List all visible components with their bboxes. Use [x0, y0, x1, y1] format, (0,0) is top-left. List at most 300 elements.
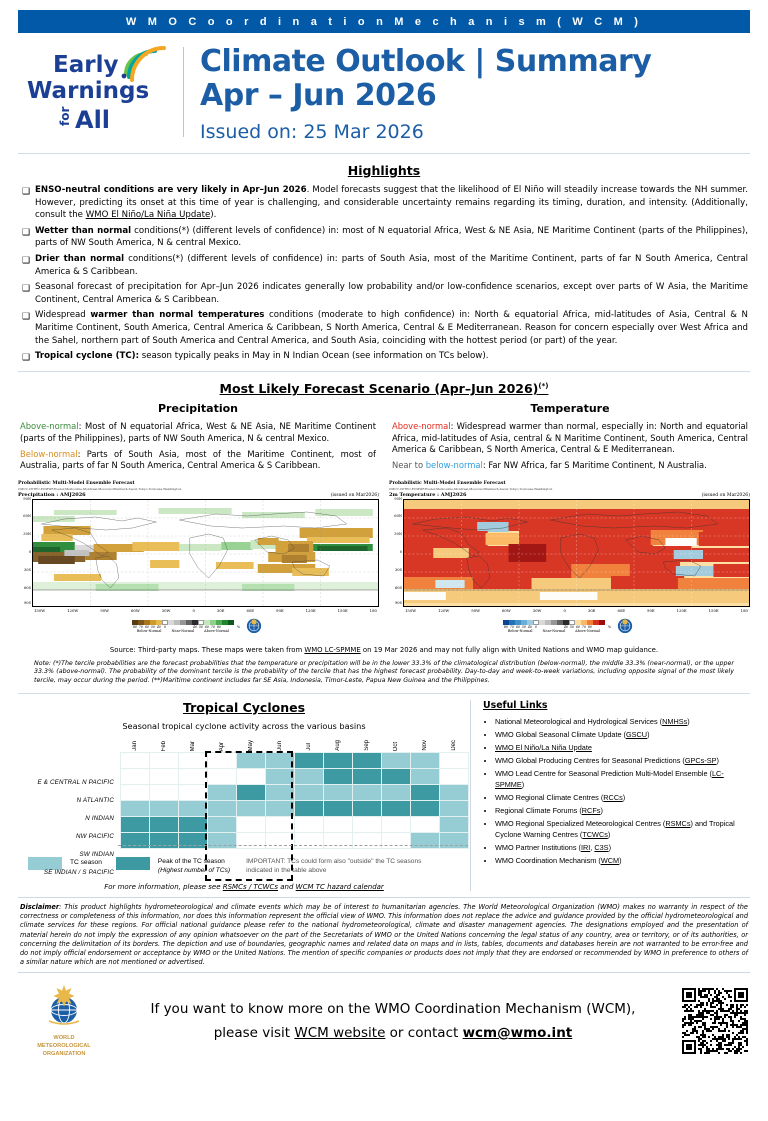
link-post: ) — [600, 806, 603, 816]
tc-cell — [150, 817, 179, 833]
list-item[interactable] — [495, 856, 750, 867]
temp-ylabel-1: 60N — [394, 513, 402, 518]
temp-xlabel-2: 90W — [471, 607, 481, 613]
tc-legend-peak-line2: (Highest number of TCs) — [157, 867, 231, 875]
precip-xlabel-10: 150E — [337, 607, 348, 613]
link-rsmcs[interactable]: RSMCs — [665, 819, 691, 829]
temperature-heading: Temperature — [530, 402, 610, 416]
tc-cell — [266, 769, 295, 785]
list-item[interactable] — [495, 843, 750, 854]
cb-name-near: Near-Normal — [542, 629, 566, 634]
temp-ylabel-4: 30S — [394, 567, 402, 572]
tc-cell — [353, 801, 382, 817]
disclaimer-top-rule — [18, 897, 750, 898]
tc-cell — [324, 833, 353, 849]
link-wcm-website[interactable]: WCM website — [294, 1024, 386, 1041]
link-post: ) — [521, 779, 525, 789]
tc-cell — [353, 769, 382, 785]
tc-cell — [179, 753, 208, 769]
tc-month-jan: Jan — [132, 741, 138, 752]
list-item[interactable] — [495, 793, 750, 804]
tc-cell — [208, 801, 237, 817]
tc-cell — [353, 817, 382, 833]
highlight-item-enso — [22, 184, 748, 222]
document-header — [0, 33, 768, 149]
cb-tick: 70 — [210, 625, 215, 630]
lower-section — [0, 694, 768, 892]
temp-ylabel-2: 30N — [394, 531, 402, 536]
tc-cell — [411, 785, 440, 801]
link-lc-spmme[interactable]: WMO LC-SPMME — [304, 645, 361, 654]
logo-text-for: for — [57, 106, 72, 126]
logo-rainbow-arc-icon — [121, 48, 163, 80]
footer-line2-mid: or contact — [385, 1024, 463, 1041]
link-post: ) — [687, 716, 690, 726]
highlight-lead: Wetter than normal — [35, 225, 132, 236]
tercile-footnote: Note: (*)The tercile probabilities are the forecast probabilities that the temperature or precipitation will be in the lower 33.3% of the climatological distribution (below-normal), the middle 33.3% (near-normal), or the upper 33.3% (above-normal). The probability of the dominant tercile is the probability of the tercile that has the highest forecast probability. Day-to-day and week-to-week variations, including opposite signal of the most likely tercile, may occur during the period. (**)Maritime continent includes far SE Asia, Indonesia, Timor-Leste, Papua New Guinea and the Philippines. — [34, 659, 734, 684]
page-title-line2: Apr – Jun 2026 — [200, 78, 437, 113]
forecast-scenario-title: Most Likely Forecast Scenario (Apr–Jun 2026) — [219, 381, 539, 397]
tc-row-label-2: N INDIAN — [85, 814, 114, 822]
temp-below-normal — [392, 460, 748, 471]
cb-tick: 80 — [587, 625, 592, 630]
tc-cell — [179, 801, 208, 817]
link-post2: ) — [608, 843, 611, 853]
link-text: WMO Regional Specialized Meteorological Centres ( — [495, 819, 666, 829]
highlight-item-tc — [22, 350, 748, 364]
temp-ylabel-0: 90N — [394, 496, 402, 501]
ew4all-logo — [18, 41, 183, 143]
list-item[interactable] — [495, 769, 750, 790]
tc-cell — [121, 753, 150, 769]
cb-tick: 40 — [563, 625, 568, 630]
disclaimer-text — [20, 903, 748, 967]
link-gscu[interactable]: GSCU — [626, 729, 648, 739]
cb-tick: 60 — [204, 625, 209, 630]
forecast-columns — [0, 402, 768, 477]
tc-cell — [121, 833, 150, 849]
tc-cell — [237, 769, 266, 785]
tc-more-pre: For more information, please see — [104, 883, 223, 892]
precip-ylabel-4: 30S — [23, 567, 31, 572]
tc-cell — [440, 769, 469, 785]
precip-xlabel-1: 120W — [67, 607, 79, 613]
tc-cell — [411, 769, 440, 785]
cb-tick: 40 — [192, 625, 197, 630]
document-footer — [0, 973, 768, 1058]
forecast-maps — [0, 477, 768, 638]
precip-map-title: Precipitation : AMJ2026 — [18, 491, 86, 498]
link-post: ) — [619, 856, 622, 866]
highlight-text — [35, 309, 748, 347]
useful-links-list — [483, 717, 750, 867]
tc-row-label-3: NW PACIFIC — [76, 832, 114, 840]
link-text: WMO Coordination Mechanism ( — [495, 856, 601, 866]
precip-ylabel-6: 90S — [23, 600, 31, 605]
footer-line1: If you want to know more on the WMO Coordination Mechanism (WCM), — [150, 1000, 636, 1017]
precip-xlabel-7: 60E — [246, 607, 255, 613]
cb-name-above: Above-Normal — [204, 629, 229, 634]
tc-row-label-4: SW INDIAN — [79, 850, 114, 858]
maps-source-note — [20, 646, 748, 654]
tc-cell — [237, 801, 266, 817]
highlight-rest: conditions (moderate to high confidence) in: North & equatorial Africa, mid-latitudes of Asia, Central & N Maritime Continent, South America, Central America & Caribbean, S North America, Central & E Mediterranean. Reason for concern especially over West Africa and the Sahel, northern part of South America and Central America, and South Asia, coinciding with the hottest period (or part) of the year. — [35, 310, 748, 346]
tc-month-jun: Jun — [277, 741, 283, 752]
cb-tick: 0 — [163, 625, 166, 630]
cb-tick: 40 — [527, 625, 532, 630]
list-item[interactable] — [495, 743, 750, 754]
tc-cell — [179, 769, 208, 785]
tc-cell — [411, 801, 440, 817]
link-post: ) and Tropical Cyclone Warning Centres ( — [495, 819, 735, 840]
tc-cell — [440, 785, 469, 801]
precip-below-text: : Parts of South Asia, most of the Maritime Continent, most of Australia, parts of far N South America, Central America & S Caribbean. — [20, 448, 376, 471]
tc-month-sep: Sep — [364, 740, 370, 752]
tc-cell — [150, 785, 179, 801]
highlight-pre: Widespread — [35, 310, 91, 321]
precip-xlabel-6: 30E — [216, 607, 225, 613]
link-lc-spmme[interactable]: LC-SPMME — [495, 769, 724, 789]
precip-below-label: Below-normal — [20, 448, 78, 459]
tc-cell — [208, 833, 237, 849]
link-text: WMO Global Seasonal Climate Update ( — [495, 729, 626, 739]
temp-below-label: below-normal — [425, 460, 483, 471]
tc-legend-important-line2: indicated in the table above — [246, 867, 327, 875]
temp-ylabel-3: 0 — [399, 549, 402, 554]
highlight-rest: conditions(*) (different levels of confidence) in: parts of South Asia, most of the Maritime Continent, parts of far N South America, Central America & S Caribbean. — [35, 253, 748, 277]
tc-legend-peak-label — [158, 857, 230, 875]
header-titles — [200, 41, 750, 143]
tc-cell — [208, 785, 237, 801]
wcm-top-bar-title: W M O C o o r d i n a t i o n M e c h a n i s m ( W C M ) — [125, 15, 643, 28]
highlight-item-wetter — [22, 225, 748, 250]
precip-xlabel-0: 150W — [34, 607, 46, 613]
precip-colorbar-unit: % — [236, 624, 241, 629]
tc-cell — [295, 833, 324, 849]
tc-cell — [150, 769, 179, 785]
link-rsmcs-tcwcs[interactable]: RSMCs / TCWCs — [222, 883, 279, 892]
precip-above-text: : Most of N equatorial Africa, West & NE Asia, NE Maritime Continent (parts of the Philippines), parts of NW South America, N & central Mexico. — [20, 421, 376, 443]
forecast-temperature-column — [392, 402, 748, 477]
highlight-text — [35, 350, 748, 364]
highlight-lead: Tropical cyclone (TC): — [35, 351, 140, 362]
temp-xlabel-8: 90E — [647, 607, 655, 613]
cb-tick: 70 — [581, 625, 586, 630]
temp-colorbar-names — [503, 629, 605, 633]
cb-tick: 50 — [198, 625, 203, 630]
precip-xlabel-8: 90E — [276, 607, 284, 613]
logo-text-warnings: Warnings — [26, 78, 149, 104]
page-root — [0, 10, 768, 1121]
precip-xlabel-2: 90W — [100, 607, 110, 613]
tc-more-mid: and — [278, 883, 296, 892]
temp-xlabel-1: 120W — [438, 607, 450, 613]
temp-xlabel-6: 30E — [587, 607, 596, 613]
forecast-precipitation-column — [20, 402, 376, 477]
bullet-icon: ❑ — [22, 283, 31, 294]
tc-cell — [382, 817, 411, 833]
tc-cell — [266, 801, 295, 817]
highlight-item-drier — [22, 253, 748, 278]
disclaimer-label: Disclaimer — [20, 903, 60, 912]
tc-month-feb: Feb — [161, 740, 167, 752]
temp-map-titlerow — [389, 492, 750, 498]
precip-y-axis — [18, 496, 32, 607]
precip-ylabel-1: 60N — [23, 513, 31, 518]
highlight-text: Seasonal forecast of precipitation for Apr–Jun 2026 indicates generally low probability and/or low-confidence scenarios, except over parts of W Asia, the Maritime Continent, Central America & S Caribbean. — [35, 282, 748, 305]
tc-cell — [353, 833, 382, 849]
tc-cell — [150, 801, 179, 817]
temp-map-centres: CMCC,CPTEC,ECMWF,Exeter,Melbourne,Montreal,Moscow,Offenbach,Seoul,Tokyo,Toulouse,Washington — [389, 486, 553, 491]
cb-name-below: Below-Normal — [136, 629, 162, 634]
tc-row-label-5: SE INDIAN / S PACIFIC — [43, 868, 114, 876]
temp-colorbar-legend — [389, 616, 750, 638]
tc-cell — [266, 817, 295, 833]
precip-colorbar-legend — [18, 616, 379, 638]
tc-cell — [179, 817, 208, 833]
link-nmhss[interactable]: NMHSs — [662, 716, 688, 726]
list-item[interactable] — [495, 717, 750, 728]
wmo-name-line2: METEOROLOGICAL — [37, 1043, 91, 1050]
tc-cell — [382, 833, 411, 849]
bullet-icon: ❑ — [22, 186, 31, 196]
bullet-icon: ❑ — [22, 352, 31, 363]
link-post: ) — [716, 756, 719, 766]
cb-tick: 70 — [509, 625, 514, 630]
link-rccs[interactable]: RCCs — [603, 793, 623, 803]
highlight-rest: . Model forecasts suggest that the likelihood of El Niño will steadily increase towards the NH summer. However, predicting its onset at this time of year is challenging, and considerable uncertainty remains regarding its timing, duration, and intensity. (Additionally, consult the — [35, 185, 748, 221]
temp-xlabel-10: 150E — [708, 607, 719, 613]
link-wcm-tc-hazard-calendar[interactable]: WCM TC hazard calendar — [295, 883, 384, 892]
cb-name-near: Near-Normal — [171, 629, 195, 634]
tropical-cyclones-heading: Tropical Cyclones — [182, 699, 306, 715]
tc-cell — [295, 801, 324, 817]
link-post2: ) — [607, 830, 611, 840]
tc-month-may: May — [248, 739, 254, 752]
temp-colorbar-unit: % — [607, 624, 612, 629]
early-warnings-for-all-logo-icon — [23, 46, 173, 138]
tc-cell — [121, 785, 150, 801]
temp-above-label: Above-normal — [392, 421, 451, 432]
tc-cell — [121, 817, 150, 833]
qr-code-icon[interactable] — [682, 988, 748, 1054]
tc-cell — [382, 769, 411, 785]
tc-row-label-0: E & CENTRAL N PACIFIC — [37, 778, 114, 786]
tc-cell — [237, 833, 266, 849]
cb-tick: 0 — [534, 625, 537, 630]
highlight-lead: ENSO-neutral conditions are very likely in Apr–Jun 2026 — [35, 185, 307, 195]
tc-cell — [440, 801, 469, 817]
highlight-tail: ). — [210, 210, 217, 221]
link-wcm[interactable]: WCM — [600, 856, 620, 866]
tc-cell — [382, 785, 411, 801]
precip-above-label: Above-normal — [20, 421, 79, 432]
temperature-world-map — [404, 500, 749, 607]
precip-above-normal — [20, 421, 376, 444]
precip-ylabel-5: 60S — [23, 585, 31, 590]
link-text: WMO Regional Climate Centres ( — [495, 793, 604, 803]
tc-cell — [440, 817, 469, 833]
cb-tick: 50 — [150, 625, 155, 630]
precip-plot-box[interactable] — [32, 499, 379, 607]
precip-map-header: Probabilistic Multi-Model Ensemble Forecast — [18, 480, 135, 486]
link-gpcs-sp[interactable]: GPCs-SP — [684, 756, 717, 766]
precip-map-issued: (issued on Mar2026) — [330, 492, 379, 498]
tc-grid-table — [120, 737, 469, 850]
tc-cell — [237, 753, 266, 769]
temp-x-axis — [403, 608, 750, 613]
link-text: WMO Partner Institutions ( — [495, 843, 581, 853]
tc-row-sw-indian — [121, 817, 469, 833]
precip-ylabel-3: 0 — [28, 549, 31, 554]
precip-xlabel-11: 180 — [369, 607, 377, 613]
tc-more-info — [18, 883, 470, 891]
link-text: National Meteorological and Hydrological Services ( — [495, 716, 663, 726]
issued-date: Issued on: 25 Mar 2026 — [200, 121, 424, 143]
tc-legend-season-label: TC season — [70, 859, 102, 867]
highlight-text — [35, 184, 748, 222]
temp-ylabel-5: 60S — [394, 585, 402, 590]
temp-colorbar — [503, 620, 605, 633]
list-item[interactable] — [495, 730, 750, 741]
temp-above-normal — [392, 421, 748, 455]
link-post: , — [590, 843, 595, 853]
tc-month-aug: Aug — [335, 740, 341, 752]
useful-links-heading: Useful Links — [483, 699, 548, 711]
link-tcwcs[interactable]: TCWCs — [582, 830, 608, 840]
tc-cell — [411, 817, 440, 833]
tc-cell — [150, 753, 179, 769]
tc-cell — [179, 833, 208, 849]
tc-cell — [440, 753, 469, 769]
cb-tick: 40 — [156, 625, 161, 630]
temp-above-text: : Widespread warmer than normal, especially in: North and equatorial Africa, mid-latitudes of Asia, central & N Maritime Continent, South America, Central America & Caribbean, S North America, Central & E Mediterranean. — [392, 421, 748, 454]
tc-cell — [208, 769, 237, 785]
tc-legend-peak-line1: Peak of the TC season — [157, 858, 225, 866]
link-elnino-update[interactable]: WMO El Niño/La Niña Update — [85, 210, 211, 221]
tc-hemisphere-divider — [118, 845, 468, 846]
tc-month-oct: Oct — [393, 741, 399, 752]
temp-below-text: : Far NW Africa, far S Maritime Continent, N Australia. — [482, 460, 707, 471]
wmo-seal-icon — [614, 616, 636, 638]
tc-cell — [295, 817, 324, 833]
tc-month-mar: Mar — [190, 740, 196, 752]
list-item[interactable] — [495, 806, 750, 817]
tc-cell — [150, 833, 179, 849]
link-rcfs[interactable]: RCFs — [581, 806, 601, 816]
highlight-bold-mid: warmer than normal temperatures — [90, 310, 265, 321]
link-iri[interactable]: IRI — [580, 843, 591, 853]
tropical-cyclones-panel — [18, 700, 470, 892]
tc-row-label-1: N ATLANTIC — [76, 796, 114, 804]
tc-cell — [324, 753, 353, 769]
highlight-rest: conditions(*) (different levels of confidence) in: most of N equatorial Africa, West & NE Asia, NE Maritime Continent (parts of the Philippines), parts of NW South America, N & central Mexico. — [35, 225, 748, 249]
precip-colorbar-names — [132, 629, 234, 633]
useful-links-panel — [470, 700, 750, 892]
precipitation-map-card — [18, 481, 379, 638]
tc-cell — [382, 753, 411, 769]
list-item[interactable] — [495, 819, 750, 840]
highlight-lead: Drier than normal — [35, 253, 125, 264]
tc-legend-peak-swatch — [116, 857, 150, 870]
cb-tick: 80 — [216, 625, 221, 630]
precip-xlabel-3: 60W — [131, 607, 140, 613]
header-divider — [183, 47, 184, 137]
temp-map-header: Probabilistic Multi-Model Ensemble Forecast — [389, 480, 506, 486]
wcm-top-bar — [18, 10, 750, 33]
tc-cell — [295, 753, 324, 769]
footer-line2-pre: please visit — [213, 1024, 295, 1041]
link-wcm-email[interactable]: wcm@wmo.int — [462, 1024, 573, 1041]
link-c3s[interactable]: C3S — [594, 843, 609, 853]
tc-cell — [121, 769, 150, 785]
precipitation-world-map — [33, 500, 378, 607]
precip-ylabel-0: 90N — [23, 496, 31, 501]
cb-tick: 50 — [569, 625, 574, 630]
tc-cell — [237, 817, 266, 833]
temperature-map-card — [389, 481, 750, 638]
precip-xlabel-4: 30W — [161, 607, 171, 613]
cb-name-above: Above-Normal — [575, 629, 600, 634]
temp-xlabel-9: 120E — [676, 607, 687, 613]
tc-cell — [324, 801, 353, 817]
tc-row-n-indian — [121, 785, 469, 801]
tc-row-n-atlantic — [121, 769, 469, 785]
list-item[interactable] — [495, 756, 750, 767]
precip-below-normal — [20, 449, 376, 472]
tc-month-header-row — [121, 737, 469, 753]
bullet-icon: ❑ — [22, 311, 31, 322]
precip-map-centres: CMCC,CPTEC,ECMWF,Exeter,Melbourne,Montreal,Moscow,Offenbach,Seoul,Tokyo,Toulouse,Washington — [18, 486, 182, 491]
temp-near-prefix: Near to — [392, 460, 426, 471]
tc-legend-important — [246, 857, 421, 875]
temp-map-issued: (issued on Mar2026) — [701, 492, 750, 498]
bullet-icon: ❑ — [22, 226, 31, 237]
temp-xlabel-7: 60E — [617, 607, 626, 613]
temp-xlabel-11: 180 — [740, 607, 748, 613]
tc-cell — [353, 753, 382, 769]
temp-plot-box[interactable] — [403, 499, 750, 607]
temp-xlabel-3: 60W — [502, 607, 511, 613]
tc-month-nov: Nov — [422, 740, 428, 752]
wmo-emblem-icon — [41, 983, 87, 1029]
header-rule — [18, 153, 750, 154]
wmo-name-line3: ORGANIZATION — [42, 1051, 86, 1058]
disclaimer-body: : This product highlights hydrometeorological and climate events which may be of interest to humanitarian agencies. The World Meteorological Organization (WMO) makes no warranty in respect of the correctness or completeness of this information, nor does this information represent the official view of WMO. This information does not replace the advice and guidance provided by the official hydrometeorological and climate services for these regions. For official national guidance please refer to the national hydrometeorological, climate and disaster management agencies. The designations employed and the presentation of material herein do not imply the expression of any opinion whatsoever on the part of the Secretariats of WMO or the United Nations concerning the legal status of any country, area or territory, or of its authorities, or concerning the delimitation of its borders. The depiction and use of boundaries, geographic names and related data on maps and in lists, tables, documents and databases herein are not warranted to be error-free and do not imply official endorsement or acceptance by WMO or the United Nations. The mention of specific companies or products does not imply that they are endorsed or recommended by WMO in preference to others of a similar nature which are not mentioned or advertised. — [20, 903, 748, 967]
temp-ylabel-6: 90S — [394, 600, 402, 605]
precip-colorbar — [132, 620, 234, 633]
precip-x-axis — [32, 608, 379, 613]
temp-plot-wrap — [389, 496, 750, 613]
tc-cell — [237, 785, 266, 801]
tc-cell — [266, 753, 295, 769]
precip-xlabel-5: 0 — [192, 607, 195, 613]
tc-cell — [324, 817, 353, 833]
highlights-heading: Highlights — [347, 163, 421, 178]
highlights-list — [0, 184, 768, 364]
temp-map-title: 2m Temperature : AMJ2026 — [389, 491, 467, 498]
link-text: Regional Climate Forums ( — [495, 806, 582, 816]
link-elnino-lanina-update[interactable]: WMO El Niño/La Niña Update — [495, 742, 592, 752]
tc-row-e-central-n-pacific — [121, 753, 469, 769]
wmo-seal-icon — [243, 616, 265, 638]
highlight-rest: season typically peaks in May in N Indian Ocean (see information on TCs below). — [139, 351, 489, 362]
tc-cell — [411, 833, 440, 849]
tropical-cyclones-subtitle: Seasonal tropical cyclone activity across the various basins — [122, 720, 366, 731]
tc-cell — [411, 753, 440, 769]
tc-cell — [266, 785, 295, 801]
precip-plot-wrap — [18, 496, 379, 613]
